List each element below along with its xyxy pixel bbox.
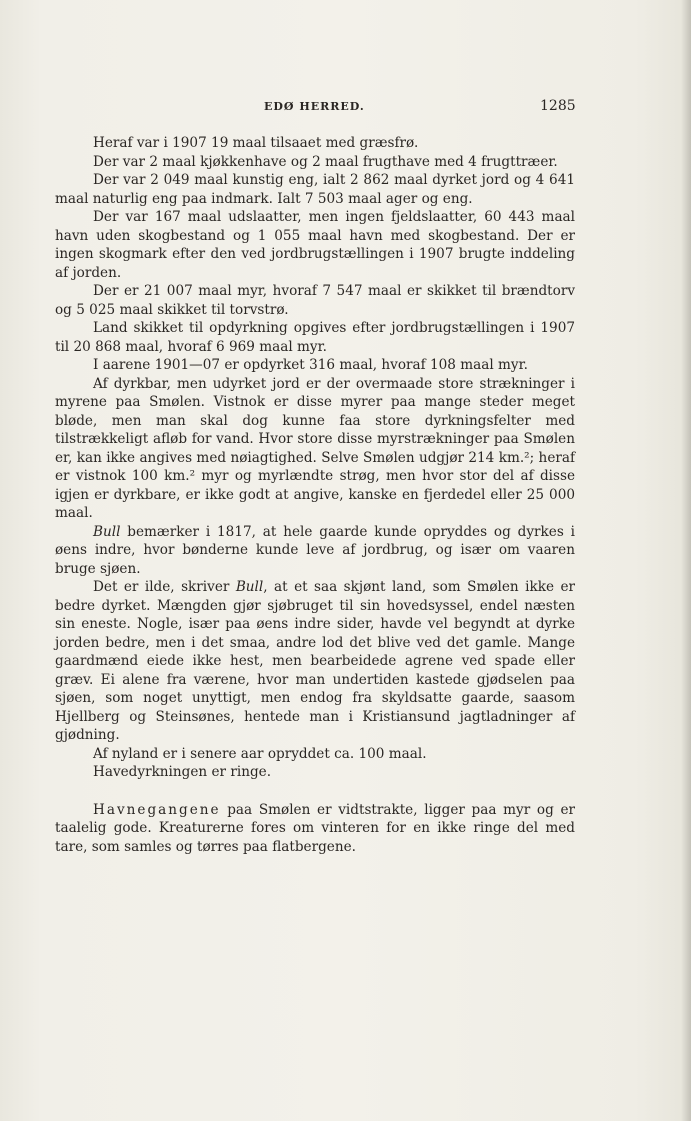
paragraph-bull-remark <box>55 523 575 579</box>
paragraph-text: paa Smølen er vidtstrakte, ligger paa myr og er taalelig gode. Kreaturerne fores om vinteren for en ikke ringe del med tare, som samles og tørres paa flatbergene. <box>55 801 575 855</box>
paragraph-cleared-land <box>55 356 575 375</box>
paragraph-text: Af dyrkbar, men udyrket jord er der overmaade store strækninger i myrene paa Smølen. Vistnok er disse myrer paa mange steder meget bløde, men man skal dog kunne faa store dyrkningsfelter med tilstrækkeligt afløb for vand. Hvor store disse myrstrækninger paa Smølen er, kan ikke angives med nøiagtighed. Selve Smølen udgjør 214 km.²; heraf er vistnok 100 km.² myr og myrlændte strøg, men hvor stor del af disse igjen er dyrkbare, er ikke godt at angive, kanske en fjerdedel eller 25 000 maal. <box>55 375 575 521</box>
paragraph-text: Der var 2 049 maal kunstig eng, ialt 2 862 maal dyrket jord og 4 641 maal naturlig eng paa indmark. Ialt 7 503 maal ager og eng. <box>55 172 575 207</box>
paragraph-kitchen-garden <box>55 153 575 172</box>
paragraph-text: Der var 2 maal kjøkkenhave og 2 maal frugthave med 4 frugttræer. <box>93 153 558 170</box>
paragraph-pastures <box>55 801 575 857</box>
paragraph-seed-1 <box>55 134 575 153</box>
body-text <box>55 134 575 856</box>
paragraph-text: Havedyrkningen er ringe. <box>93 764 272 780</box>
page-number: 1285 <box>540 98 576 114</box>
paragraph-bull-quote <box>55 578 575 745</box>
paragraph-horticulture <box>55 763 575 782</box>
paragraph-pasture <box>55 208 575 282</box>
paragraph-lead: Det er ilde, skriver <box>93 579 236 595</box>
paragraph-text: Der var 167 maal udslaatter, men ingen fjeldslaatter, 60 443 maal havn uden skogbestand og 1 055 maal havn med skogbestand. Der er ingen skogmark efter den ved jordbrugstællingen i 1907 brugte inddeling af jorden. <box>55 209 575 281</box>
paragraph-text: , at et saa skjønt land, som Smølen ikke er bedre dyrket. Mængden gjør sjøbruget til sin hovedsyssel, endel næsten sin eneste. Nogle, især paa øens indre sider, havde vel begyndt at dyrke jorden bedre, men i det smaa, andre lod det blive ved det gamle. Mange gaardmænd eiede ikke hest, men bearbeidede agrene ved spade eller græv. Ei alene fra værene, hvor man undertiden kastede gjødselen paa sjøen, som noget unyttigt, men endog fra skyldsatte gaarde, saasom Hjellberg og Steinsønes, hentede man i Kristiansund jagtladninger af gjødning. <box>55 579 575 743</box>
author-name: Bull <box>93 523 121 540</box>
paragraph-text: Land skikket til opdyrkning opgives efter jordbrugstællingen i 1907 til 20 868 maal, hvoraf 6 969 maal myr. <box>55 320 575 355</box>
paragraph-arable-land <box>55 319 575 356</box>
paragraph-cultivated-meadow <box>55 171 575 208</box>
running-title: EDØ HERRED. <box>264 100 365 113</box>
paragraph-uncultivated <box>55 375 575 523</box>
author-name: Bull <box>235 579 264 595</box>
paragraph-text: Der er 21 007 maal myr, hvoraf 7 547 maal er skikket til brændtorv og 5 025 maal skikket til torvstrø. <box>55 283 575 318</box>
paragraph-new-land <box>55 745 575 764</box>
paragraph-bog <box>55 282 575 319</box>
paragraph-text: I aarene 1901—07 er opdyrket 316 maal, hvoraf 108 maal myr. <box>93 357 528 373</box>
section-keyword: Havnegangene <box>93 801 221 818</box>
paragraph-text: Heraf var i 1907 19 maal tilsaaet med græsfrø. <box>93 135 419 151</box>
paragraph-text: bemærker i 1817, at hele gaarde kunde opryddes og dyrkes i øens indre, hvor bønderne kunde leve af jordbrug, og især om vaaren bruge sjøen. <box>55 523 575 577</box>
paragraph-text: Af nyland er i senere aar opryddet ca. 100 maal. <box>93 745 427 762</box>
